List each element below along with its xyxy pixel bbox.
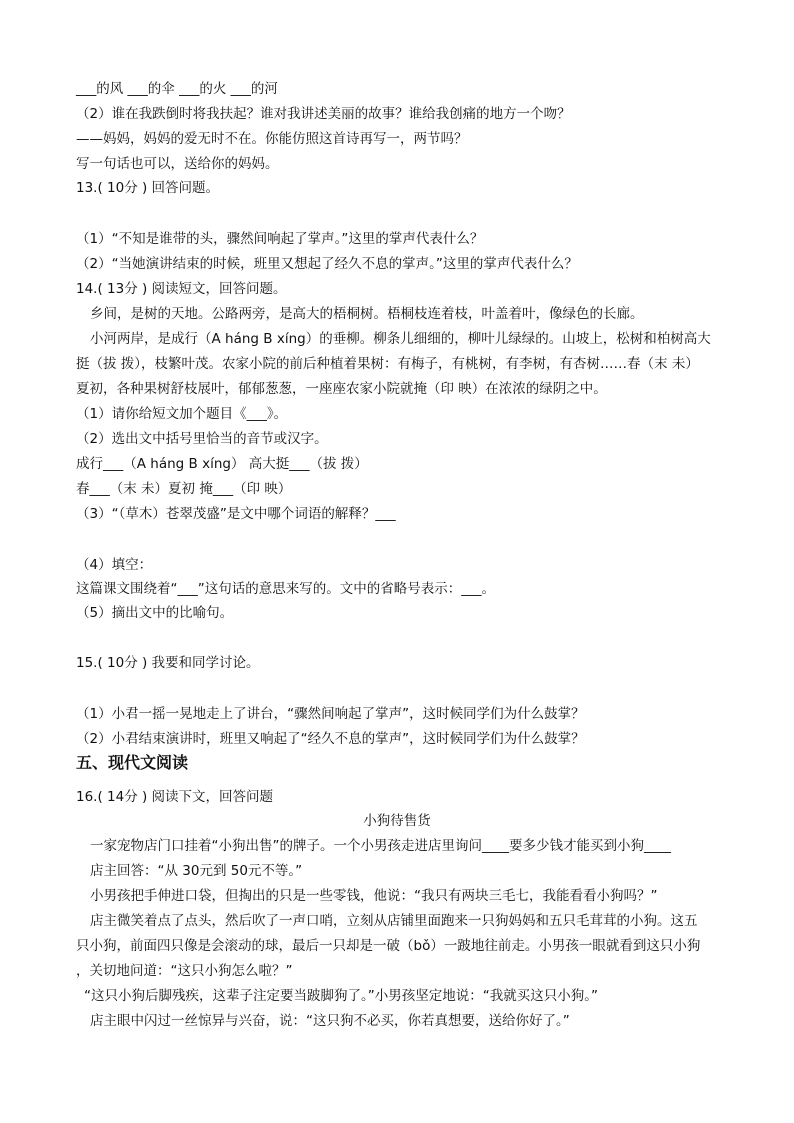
question-15-1: （1）小君一摇一晃地走上了讲台，“骤然间响起了掌声”，这时候同学们为什么鼓掌？: [76, 706, 585, 722]
question-15-header: 15.( 10分 ) 我要和同学讨论。: [76, 655, 260, 671]
question-14-4: （4）填空：: [76, 557, 153, 573]
story-paragraph-1: 一家宠物店门口挂着“小狗出售”的牌子。一个小男孩走进店里询问____要多少钱才能买到小狗____: [90, 838, 671, 854]
story-paragraph-4-line-2: 只小狗，前面四只像是会滚动的球，最后一只却是一破（bǒ）一跛地往前走。小男孩一眼就看到这只小狗: [76, 938, 701, 954]
question-13-2: （2）“当她演讲结束的时候，班里又想起了经久不息的掌声。”这里的掌声代表什么？: [76, 256, 578, 272]
passage-paragraph-2-line-3: 夏初，各种果树舒枝展叶，郁郁葱葱，一座座农家小院就掩（印 映）在浓浓的绿阴之中。: [76, 381, 607, 397]
story-paragraph-4-line-3: ，关切地问道：“这只小狗怎么啦？”: [76, 963, 293, 979]
choice-line-1: 成行___（A háng B xíng） 高大挺___（拔 拨）: [76, 456, 368, 472]
fill-blank-line: ___的风 ___的伞 ___的火 ___的河: [76, 81, 278, 97]
poem-line: ——妈妈，妈妈的爱无时不在。你能仿照这首诗再写一，两节吗？: [76, 131, 468, 147]
question-16-header: 16.( 14分 ) 阅读下文，回答问题: [76, 789, 274, 805]
passage-title: 小狗待售货: [363, 813, 431, 829]
passage-paragraph-2-line-2: 挺（拔 拨），枝繁叶茂。农家小院的前后种植着果树：有梅子，有桃树，有李树，有杏树……春（末 未）: [76, 356, 699, 372]
passage-paragraph-1: 乡间，是树的天地。公路两旁，是高大的梧桐树。梧桐枝连着枝，叶盖着叶，像绿色的长廊。: [90, 306, 644, 322]
section-heading: 五、现代文阅读: [76, 753, 189, 772]
question-13-header: 13.( 10分 ) 回答问题。: [76, 180, 220, 196]
question-14-1: （1）请你给短文加个题目《___》。: [76, 406, 288, 422]
question-14-5: （5）摘出文中的比喻句。: [76, 605, 234, 621]
passage-paragraph-2-line-1: 小河两岸，是成行（A háng B xíng）的垂柳。柳条儿细细的，柳叶儿绿绿的。山坡上，松树和柏树高大: [90, 331, 711, 347]
story-paragraph-6: 店主眼中闪过一丝惊异与兴奋，说：“这只狗不必买，你若真想要，送给你好了。”: [90, 1013, 570, 1029]
question-14-2: （2）选出文中括号里恰当的音节或汉字。: [76, 431, 328, 447]
story-paragraph-5: “这只小狗后脚残疾，这辈子注定要当跛脚狗了。”小男孩坚定地说：“我就买这只小狗。”: [84, 988, 598, 1004]
question-14-3: （3）“（草木）苍翠茂盛”是文中哪个词语的解释？___: [76, 506, 396, 522]
story-paragraph-4-line-1: 店主微笑着点了点头，然后吹了一声口哨，立刻从店铺里面跑来一只狗妈妈和五只毛茸茸的小狗。这五: [90, 913, 698, 929]
instruction-line: 写一句话也可以，送给你的妈妈。: [76, 156, 279, 172]
question-12-2: （2）谁在我跌倒时将我扶起？谁对我讲述美丽的故事？谁给我创痛的地方一个吻？: [76, 106, 571, 122]
fill-in-line: 这篇课文围绕着“___”这句话的意思来写的。文中的省略号表示：___。: [76, 581, 495, 597]
story-paragraph-2: 店主回答：“从 30元到 50元不等。”: [90, 863, 303, 879]
question-13-1: （1）“不知是谁带的头，骤然间响起了掌声。”这里的掌声代表什么？: [76, 231, 484, 247]
story-paragraph-3: 小男孩把手伸进口袋，但掏出的只是一些零钱，他说：“我只有两块三毛七，我能看看小狗吗？”: [90, 888, 658, 904]
question-14-header: 14.( 13分 ) 阅读短文，回答问题。: [76, 281, 287, 297]
choice-line-2: 春___（末 未）夏初 掩___（印 映）: [76, 481, 292, 497]
question-15-2: （2）小君结束演讲时，班里又响起了“经久不息的掌声”，这时候同学们为什么鼓掌？: [76, 731, 585, 747]
